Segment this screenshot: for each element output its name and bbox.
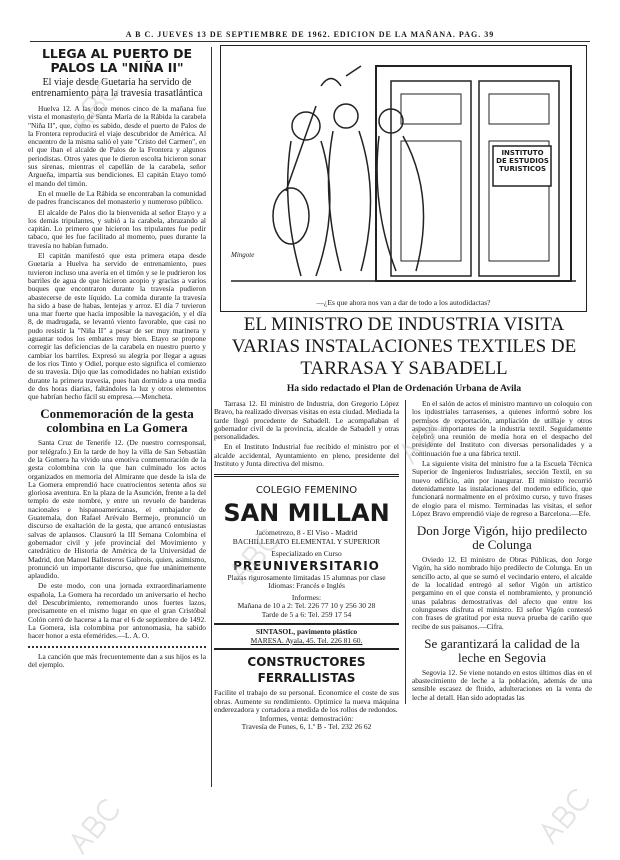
ad-special: Especializado en Curso [271,549,342,559]
article-title: Don Jorge Vigón, hijo predilecto de Colunga [416,523,588,553]
right-column [405,400,592,704]
article-title: Conmemoración de la gesta colombina en La Gomera [40,406,194,436]
ad-line: COLEGIO FEMENINO [255,485,358,497]
paragraph: Oviedo 12. El ministro de Obras Públicas, don Jorge Vigón, ha sido nombrado hijo predilecto de Colunga. En un sencillo acto, al que se sumó el vecindario entero, el alcalde de la localidad entregó al señor Vigón un artístico pergamino en el que consta el nombramiento, y pronunció unas palabras demostrativas del afecto que entre los colungueses disfruta el ministro. El señor Vigón contestó con frases de gratitud por esta nueva prueba de cariño que recibe de sus paisanos.—Cifra. [412,555,592,631]
column-rule [211,47,212,787]
ad-name: SAN MILLAN [223,499,390,528]
ad-course-name: PREUNIVERSITARIO [233,558,380,573]
cartoon-signature: Mingote [231,251,255,259]
paragraph: En el Instituto Industrial fue recibido el ministro por el alcalde accidental, Ayuntamiento en pleno, presidente del Instituto y Junta directiva del mismo. [214,442,399,469]
ad-hours: Tarde de 5 a 6: Tel. 259 17 54 [261,609,352,619]
article-title: Se garantizará la calidad de la leche en Segovia [424,635,580,665]
cartoon [220,45,587,312]
sintasol-line: MARESA. Ayala, 45. Tel. 226 81 60. [250,635,363,645]
paragraph: El alcalde de Palos dio la bienvenida al señor Etayo y a los demás tripulantes, y subió a la carabela, abrazando al capitán. Lo primero que hicieron los tripulantes fue pedir tabaco, que les fue facilitado al momento, pues durante la travesía no habían fumado. [28,207,206,250]
ferralistas-address: Travesía de Funes, 6, 1.º B - Tel. 232 26 62 [241,722,372,732]
main-article [214,314,594,736]
paragraph: Huelva 12. A las doce menos cinco de la mañana fue vista el monasterio de Santa María de la Rábida la carabela "Niña II", que, como es sabido, desde el puerto de Palos de la Frontera reproducirá el viaje descubridor de América. Al encuentro de la misma salió el yate "Cristo del Carmen", en el que iban el alcalde de Palos de la Frontera y algunos periodistas. Otros yates que le dieron escolta hicieron sonar sus sirenas, mientras el capellán de la carabela, señor Argueña, impartía sus bendiciones. El capitán Etayo tomó el mando del timón. [28,104,206,188]
ad-places: Plazas rigurosamente limitadas 15 alumnas por clase [227,572,386,582]
paragraph: En el muelle de La Rábida se encontraban la comunidad de padres franciscanos del monasterio y numeroso público. [28,188,206,207]
main-article-col1 [214,400,399,468]
paragraph: El capitán manifestó que esta primera etapa desde Guetaria a Huelva ha servido de entrenamiento, pues tuvieron incluso una avería en el timón y se le pudrieron los barriles de agua de que hicieron acopio y gracias a varios buques que encontraron durante la travesía pudieron abastecerse de este líquido. La comida durante la travesía ha sido a base de habas, lentejas y arroz. El día 7 tuvieron una mar fuerte que hacía imposible la navegación, y el día 8, de madrugada, se levantó viento favorable, que casi no pudo resistir la "Niña II" a pesar de ser muy marinera y aguantar todos los embates muy bien. Etayo se propone corregir las deficiencias de la carabela en nuestro puerto y cambiar los barriles. Expresó su alegría por llegar a aguas de los ríos Tinto y Odiel, porque esto significa el comienzo de su travesía. Dijo que las comodidades no habían existido durante la primera travesía, pues han dormido a una media de dos horas diarias, faltándoles la luz y otros elementos que habrían hecho fácil su empresa.—Mencheta. [28,251,206,402]
ad-sintasol [214,623,399,650]
page-header: A B C. JUEVES 13 DE SEPTIEMBRE DE 1962. EDICION DE LA MAÑANA. PAG. 39 [30,30,590,42]
main-headline: EL MINISTRO DE INDUSTRIA VISITA VARIAS INSTALACIONES TEXTILES DE TARRASA Y SABADELL [231,314,577,379]
ad-address: Jacometrezo, 8 - El Viso - Madrid [255,528,358,538]
paragraph: En el salón de actos el ministro mantuvo un coloquio con los industriales tarrasenses, a quienes informó sobre los permisos de exportación, ampliación de utillaje y otros aspectos importantes de la industria textil. Seguidamente celebró una reunión de media hora en el despacho del presidente del Instituto con diversas personalidades y a continuación fue a una fábrica textil. [412,399,592,458]
paragraph: La siguiente visita del ministro fue a la Escuela Técnica Superior de Ingenieros Industriales, sección Textil, en su nuevo edificio, aún por inaugurar. El ministro recorrió detenidamente las instalaciones del moderno edificio, que funcionará normalmente en el próximo curso, y tuvo frases de elogio para el mismo. Terminadas las visitas, el señor López Bravo emprendió viaje de regreso a Barcelona.—Efe. [412,459,592,518]
ferralistas-title: CONSTRUCTORES FERRALLISTAS [247,655,366,686]
cartoon-caption: —¿Es que ahora nos van a dar de todo a los autodidactas? [316,298,491,307]
ferralistas-info: Informes, venta: demostración: [259,713,354,723]
ferralistas-body: Facilite el trabajo de su personal. Economice el coste de sus obras. Aumente su rendimiento. Optimice la nueva máquina enderezadora y cortadora a medida de los rollos de redondos. [214,688,399,715]
watermark-logo [530,780,600,850]
left-column [28,47,206,671]
paragraph: Tarrasa 12. El ministro de Industria, don Gregorio López Bravo, ha realizado diversas visitas en esta ciudad. Mediada la tarde llegó procedente de Sabadell. Le acompañaban el gobernador civil de la provincia, alcalde de Sabadell y otras personalidades. [214,399,399,442]
ad-languages: Idiomas: Francés e Inglés [268,581,345,591]
main-deck: Ha sido redactado el Plan de Ordenación Urbana de Avila [286,384,522,394]
paragraph: De este modo, con una jornada extraordinariamente española, La Gomera ha recordado un aniversario el hecho del Descubrimiento, rememorando unos fuertes lazos, precisamente en el mismo lugar en que el gran Cristóbal Colón cerró de hacerse a la mar el 6 de septiembre de 1492. La Gomera, isla colombina por antonomasia, ha sabido hacer honor a esta efemérides.—L. A. O. [28,581,206,641]
article-subtitle: El viaje desde Guetaria ha servido de entrenamiento para la travesía trasatlántica [31,77,203,99]
footnote: La canción que más frecuentemente dan a sus hijos es la del ejemplo. [28,651,206,669]
divider [28,646,206,648]
ad-hours: Mañana de 10 a 2: Tel. 226 77 10 y 256 30 28 [237,601,376,611]
paragraph: Santa Cruz de Tenerife 12. (De nuestro corresponsal, por telégrafo.) En la tarde de hoy la villa de San Sebastián de la Gomera ha vivido una emotiva conmemoración de la gesta colombina con la que han culminado los actos organizados en memoria del Almirante que desde la isla de La Gomera emprendió hace cuatrocientos setenta años su gloriosa aventura. En la plaza de la Asunción, frente a la del templo de este nombre, y entre un revuelo de banderas nacionales e hispanoamericanas, el embajador de Guatemala, don Rafael Arévalo Bermejo, pronunció un discurso de exaltación de la gesta, que arrancó entusiastas salvas de aplausos. Clausuró la III Semana Colombina el gobernador civil y jefe provincial del Movimiento y catedrático de Historia de América de la Universidad de Madrid, don Manuel Ballesteros Gaibrois, quien, asimismo, pronunció un importante discurso, que fue unánimemente aplaudido. [28,438,206,581]
article-title: LLEGA AL PUERTO DE PALOS LA "NIÑA II" [41,46,193,75]
ad-info-label: Informes: [291,592,322,602]
sintasol-line: SINTASOL, pavimento plástico [255,627,358,637]
advertisement-block [214,474,399,736]
sign-text: INSTITUTO DE ESTUDIOS TURISTICOS [496,149,549,173]
ad-courses: BACHILLERATO ELEMENTAL Y SUPERIOR [232,536,381,546]
paragraph: Segovia 12. Se viene notando en estos últimos días en el abastecimiento de leche a la población, además de una sensible escasez de fluido, adulteraciones en la venta de leche al detall. Han sido adoptadas las [412,667,592,702]
